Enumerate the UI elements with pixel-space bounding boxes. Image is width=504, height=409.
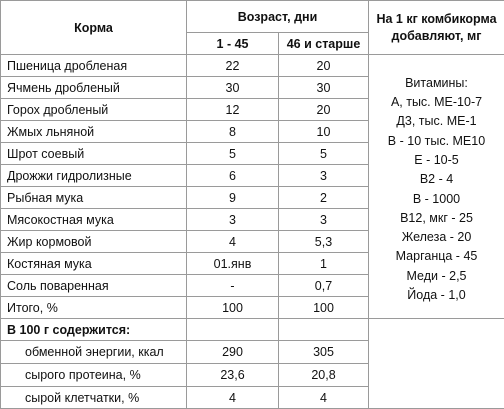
vitamin-line: А, тыс. МЕ-10-7 xyxy=(369,93,504,112)
header-age-col1: 1 - 45 xyxy=(187,33,279,55)
feed-value-1-45: 100 xyxy=(187,297,279,319)
vitamin-line: Железа - 20 xyxy=(369,228,504,247)
content-row xyxy=(1,341,504,364)
content-name: сырого протеина, % xyxy=(1,364,187,387)
feed-value-46: 3 xyxy=(279,209,369,231)
feed-value-46: 2 xyxy=(279,187,369,209)
vitamin-line: Д3, тыс. МЕ-1 xyxy=(369,112,504,131)
feed-value-1-45: 9 xyxy=(187,187,279,209)
content-value-46: 20,8 xyxy=(279,364,369,387)
content-row xyxy=(1,387,504,409)
content-name: обменной энергии, ккал xyxy=(1,341,187,364)
content-value-46: 305 xyxy=(279,341,369,364)
table-row xyxy=(1,55,504,77)
feed-value-46: 5 xyxy=(279,143,369,165)
feed-name: Рыбная мука xyxy=(1,187,187,209)
vitamin-line: В12, мкг - 25 xyxy=(369,209,504,228)
vitamin-line: В2 - 4 xyxy=(369,170,504,189)
feed-value-1-45: - xyxy=(187,275,279,297)
feed-name: Дрожжи гидролизные xyxy=(1,165,187,187)
vitamin-line: В - 10 тыс. МЕ10 xyxy=(369,132,504,151)
feed-value-46: 3 xyxy=(279,165,369,187)
feed-name: Ячмень дробленый xyxy=(1,77,187,99)
vitamin-line: Йода - 1,0 xyxy=(369,286,504,305)
feed-value-1-45: 22 xyxy=(187,55,279,77)
header-row xyxy=(1,1,504,33)
vitamins-cell xyxy=(369,55,504,319)
feed-value-1-45: 6 xyxy=(187,165,279,187)
feed-value-1-45: 30 xyxy=(187,77,279,99)
content-value-46: 4 xyxy=(279,387,369,409)
feed-value-1-45: 12 xyxy=(187,99,279,121)
content-value-1-45: 4 xyxy=(187,387,279,409)
feed-name: Костяная мука xyxy=(1,253,187,275)
section-row xyxy=(1,319,504,341)
header-additive: На 1 кг комбикорма добавляют, мг xyxy=(369,1,504,55)
feed-value-1-45: 8 xyxy=(187,121,279,143)
vitamin-line: В - 1000 xyxy=(369,190,504,209)
feed-value-46: 0,7 xyxy=(279,275,369,297)
feed-name: Шрот соевый xyxy=(1,143,187,165)
content-row xyxy=(1,364,504,387)
section-label: В 100 г содержится: xyxy=(1,319,187,341)
vitamin-line: Е - 10-5 xyxy=(369,151,504,170)
feed-name: Соль поваренная xyxy=(1,275,187,297)
vitamin-line: Марганца - 45 xyxy=(369,247,504,266)
feed-value-46: 10 xyxy=(279,121,369,143)
feed-value-1-45: 3 xyxy=(187,209,279,231)
feed-name: Пшеница дробленая xyxy=(1,55,187,77)
feed-name: Жмых льняной xyxy=(1,121,187,143)
feed-value-1-45: 4 xyxy=(187,231,279,253)
feed-value-46: 100 xyxy=(279,297,369,319)
vitamin-line: Витамины: xyxy=(369,74,504,93)
feed-value-1-45: 01.янв xyxy=(187,253,279,275)
feed-name: Мясокостная мука xyxy=(1,209,187,231)
content-name: сырой клетчатки, % xyxy=(1,387,187,409)
header-age: Возраст, дни xyxy=(187,1,369,33)
feed-value-46: 5,3 xyxy=(279,231,369,253)
header-feed: Корма xyxy=(1,1,187,55)
content-value-1-45: 23,6 xyxy=(187,364,279,387)
feed-value-1-45: 5 xyxy=(187,143,279,165)
vitamin-line: Меди - 2,5 xyxy=(369,267,504,286)
feed-name: Итого, % xyxy=(1,297,187,319)
feed-value-46: 20 xyxy=(279,99,369,121)
feed-value-46: 30 xyxy=(279,77,369,99)
header-age-col2: 46 и старше xyxy=(279,33,369,55)
feed-name: Жир кормовой xyxy=(1,231,187,253)
feed-value-46: 20 xyxy=(279,55,369,77)
feed-name: Горох дробленый xyxy=(1,99,187,121)
content-value-1-45: 290 xyxy=(187,341,279,364)
feed-value-46: 1 xyxy=(279,253,369,275)
